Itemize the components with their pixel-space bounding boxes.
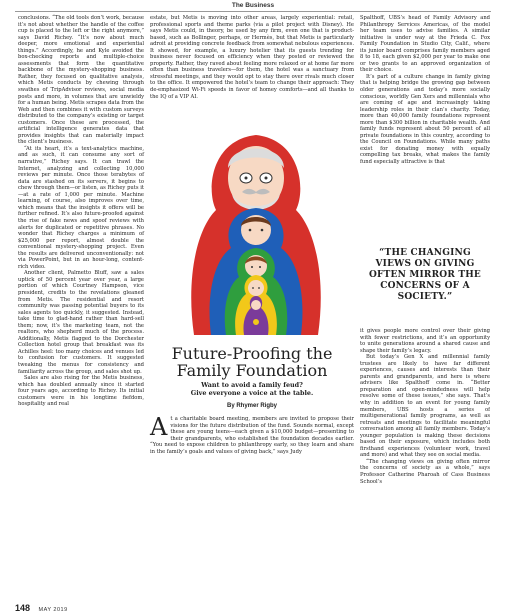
column-middle (150, 15, 354, 100)
doll-face-purple (251, 300, 261, 310)
column-left (18, 15, 144, 408)
article-deck (150, 381, 354, 397)
article-intro (150, 413, 354, 455)
paragraph: But today’s Gen X and millennial family trustees are likely to have far different experiences, causes and interests than their parents and grandparents, and here is where advisers like Spalthoff come in. “Better preparation and open-mindedness will help resolve some of these issues,” she says. That’s why in addition to an event for young family members, UBS hosts a series of multigenerational family programs, as well as retreats and meetings to facilitate meaningful conversation among all family members. Today’s younger population is making these decisions based on their exposure, which includes both firsthand experiences (volunteer work, travel and more) and what they see on social media. (360, 354, 490, 459)
header-rule (15, 11, 491, 12)
nesting-dolls-illustration (176, 120, 336, 335)
intro-text: t a charitable board meeting, members are invited to propose their visions for the future distribution of the fund. Sounds normal, except these are young teens—each given a $10,000 budget—presenting to their grandparents, who established the foundation decades earlier. “You need to expose children to philanthropy early, so they learn and share in the family’s goals and values of giving back,” says Judy (150, 416, 354, 455)
paragraph: “At its heart, it’s a text-analytics machine, and as such, it can consume any sort of narrative,” Richey says. It can trawl the Internet, analyzing and collecting 10,000 reviews per minute. Once those terabytes of data are stashed on its servers, it begins to chew through them—or listen, as Richey puts it—at a rate of 1,000 per minute. Machine learning, of course, also improves over time, which means that the insights it offers will be further refined. It’s also future-proofed against the rise of fake news and spoof reviews with alerts for duplicated or repetitive phrases. No wonder that Richey charges a minimum of $25,000 per report, almost double the conventional mystery-shopping project. Even the results are delivered unconventionally: not via PowerPoint, but in an hour-long, content-rich video. (18, 145, 144, 270)
deck-line-2: Give everyone a voice at the table. (190, 389, 314, 397)
title-line-2: Family Foundation (176, 360, 328, 380)
title-line-1: Future-Proofing the (171, 343, 333, 363)
column-right-top (360, 15, 490, 240)
drop-cap: A (150, 413, 168, 441)
pull-quote: “THE CHANGING VIEWS ON GIVING OFTEN MIRROR THE CONCERNS OF A SOCIETY.” (369, 248, 481, 302)
page-number: 148 (15, 603, 31, 613)
page-folio (15, 598, 68, 616)
section-header: The Business (231, 2, 275, 9)
byline: By Rhymer Rigby (226, 403, 277, 409)
column-right-bottom (360, 328, 490, 588)
deck-line-1: Want to avoid a family feud? (201, 381, 303, 389)
paragraph: it gives people more control over their giving with fewer restrictions, and it’s an opportunity to unite generations around a shared cause and shape their family’s legacy. (360, 328, 490, 354)
paragraph: Sales are also rising for the Metis business, which has doubled annually since it started four years ago, according to Richey. Its initial customers were in his longtime fiefdom, hospitality and real (18, 375, 144, 408)
paragraph: Spalthoff, UBS’s head of Family Advisory and Philanthropy Services Americas, of the model her team uses to advise families. A similar initiative is under way at the Frieda C. Fox Family Foundation in Studio City, Calif., where its junior board comprises family members aged 8 to 18, each given $2,000 per year to make one or two grants to an approved organization of their choice. (360, 15, 490, 74)
paragraph: Another client, Palmetto Bluff, saw a sales uptick of 50 percent year over year, a large portion of which Courtney Hampson, vice president, credits to the revelations gleaned from Metis. The residential and resort community was passing potential buyers to its sales agents too quickly, it suggested. Instead, take time to glad-hand rather than hard-sell them; now, it’s the marketing team, not the realtors, who shepherd much of the process. Additionally, Metis flagged to the Dorchester Collection hotel group that breakfast was its Achilles heel: too many choices and venues led to confusion for customers. It suggested tweaking the menus for consistency and familiarity across the group, and sales shot up. (18, 270, 144, 375)
article-title (150, 345, 354, 379)
issue-date: MAY 2019 (38, 607, 68, 613)
doll-face-yellow (248, 280, 264, 296)
paragraph: estate, but Metis is moving into other areas, largely experiential: retail, professional sports and theme parks (via a pilot project with Disney). He says Metis could, in theory, be used by any firm, even one that is product-based, such as Bollinger, perhaps, or Hermès, but that Metis is particularly adroit at providing concrete feedback from somewhat nebulous experiences. It showed, for example, a luxury hotelier that its guests trending for business never focused on efficiency when they posted or reviewed the property. Rather, they raved about feeling more relaxed or at home far more often than business travelers—for them, the hotel was a sanctuary from stressful meetings, and they would opt to stay there over rivals much closer to the office. It empowered the hotel’s team to change their approach: They de-emphasized Wi-Fi speeds in favor of homey comforts—and all thanks to the IQ of a VIP AI. (150, 15, 354, 100)
paragraph: It’s part of a culture change in family giving that is helping bridge the growing gap between older generations and today’s more socially conscious, worldly Gen Xers and millennials who are coming of age and increasingly taking leadership roles in their clan’s charity. Today, more than 40,000 family foundations represent more than $300 billion in charitable wealth. And family funds represent about 50 percent of all private foundations in this country, according to the Council on Foundations. While many paths exist for donating money with equally compelling tax breaks, what makes the family fund especially attractive is that (360, 73, 490, 166)
paragraph: “The changing views on giving often mirror the concerns of society as a whole,” says Professor Catherine Pharoah of Cass Business School’s (360, 458, 490, 485)
paragraph: conclusions. “The old tools don’t work, because it’s not about whether the handle of the coffee cup is placed to the left or the right anymore,” says David Richey. “It’s now about much deeper, more emotional and experiential things.” Accordingly, he and Kyle avoided the box-checking reports and multiple-choice assessments that form the quantitative backbone of the mystery-shopping business. Rather, they focused on qualitative analysis, which Metis conducts by chewing through swathes of TripAdvisor reviews, social media posts and more, in volumes that are unwieldy for a human being. Metis scrapes data from the Web and then combines it with custom surveys distributed to the company’s existing or target customers. Once these are processed, the artificial intelligence generates data that provides insights that can materially impact the client’s business. (18, 15, 144, 146)
